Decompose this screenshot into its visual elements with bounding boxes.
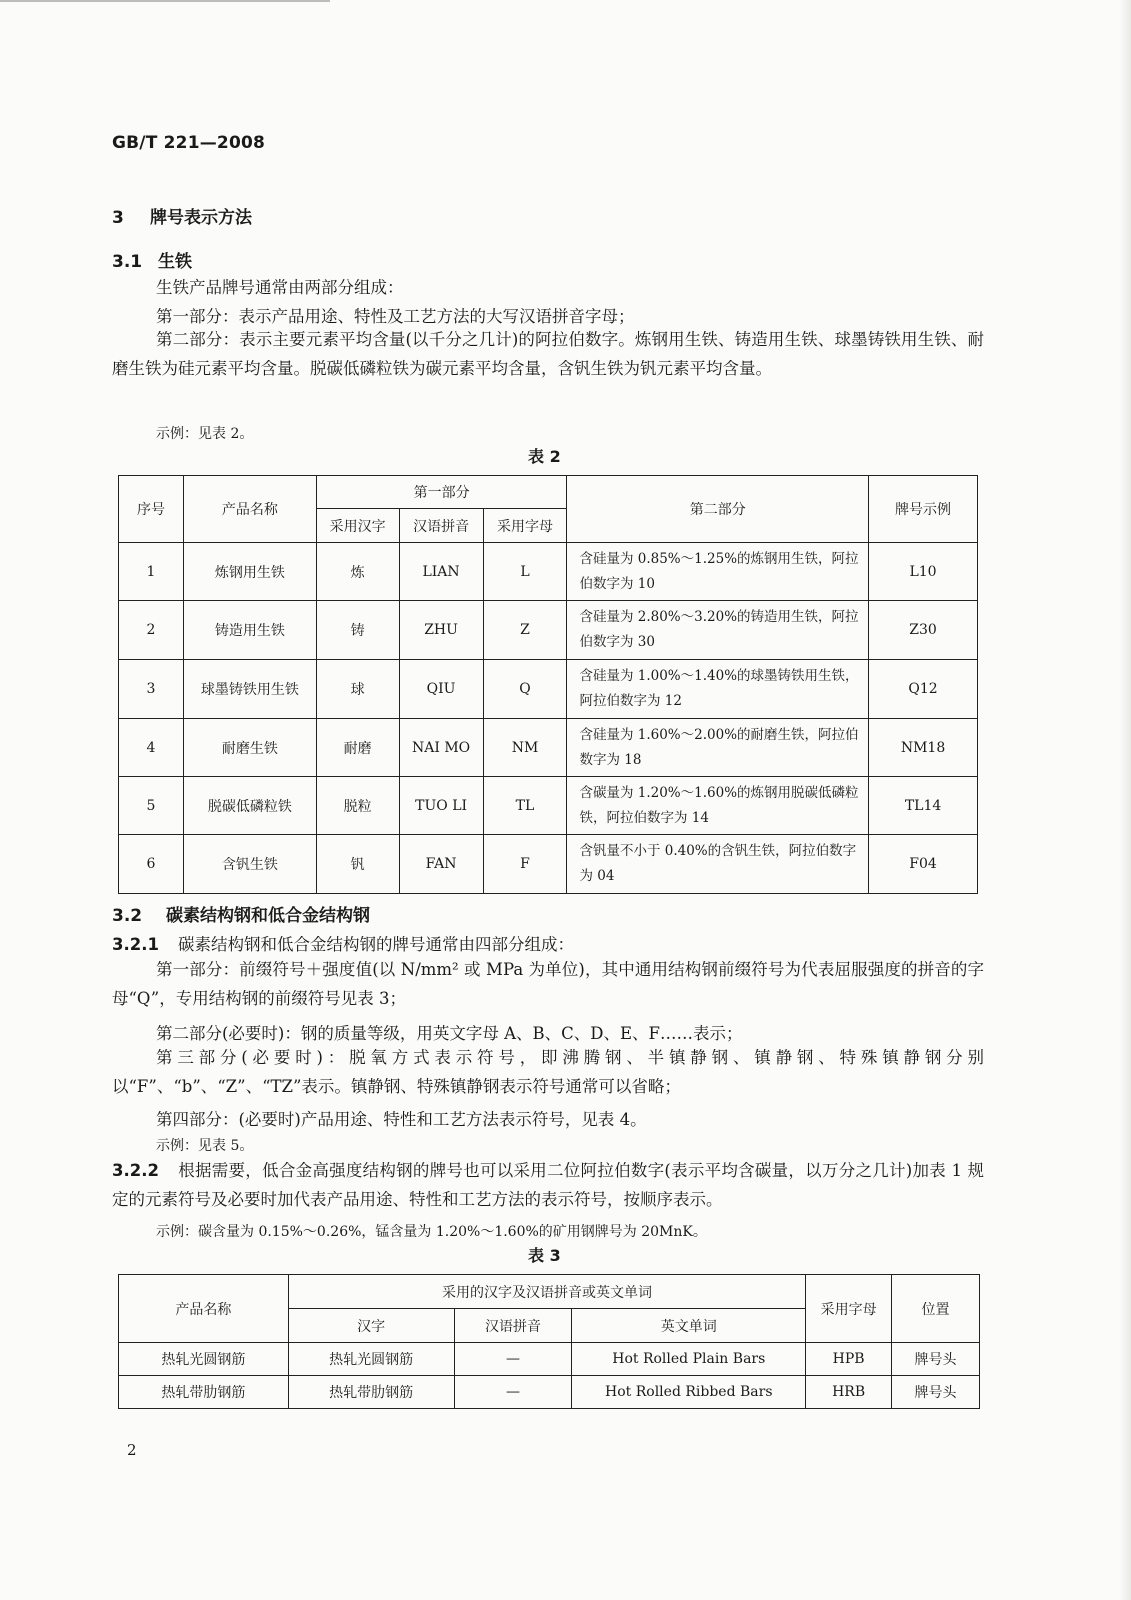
cell-hanzi: 球	[316, 660, 399, 719]
clause-text: 根据需要，低合金高强度结构钢的牌号也可以采用二位阿拉伯数字(表示平均含碳量，以万分之几计)加表 1 规定的元素符号及必要时加代表产品用途、特性和工艺方法的表示符号，按顺序表示。	[112, 1161, 984, 1209]
cell-letter: Q	[483, 660, 567, 719]
cell-name: 球墨铸铁用生铁	[183, 660, 316, 719]
cell-desc: 含碳量为 1.20%～1.60%的炼钢用脱碳低磷粒铁，阿拉伯数字为 14	[567, 777, 869, 835]
s321-part1: 第一部分：前缀符号＋强度值(以 N/mm² 或 MPa 为单位)，其中通用结构钢前缀符号为代表屈服强度的拼音的字母“Q”，专用结构钢的前缀符号见表 3；	[112, 960, 984, 1008]
cell-hanzi: 铸	[316, 601, 399, 660]
table3-caption: 表 3	[528, 1246, 561, 1265]
s321-part4: 第四部分：(必要时)产品用途、特性和工艺方法表示符号，见表 4。	[156, 1110, 647, 1129]
cell-english: Hot Rolled Plain Bars	[572, 1343, 806, 1376]
cell-hanzi: 耐磨	[316, 719, 399, 777]
cell-name: 热轧带肋钢筋	[119, 1376, 289, 1409]
header-part2: 第二部分	[567, 476, 869, 543]
s31-intro: 生铁产品牌号通常由两部分组成：	[156, 278, 404, 297]
header-name: 产品名称	[119, 1275, 289, 1343]
cell-name: 脱碳低磷粒铁	[183, 777, 316, 835]
cell-seq: 3	[119, 660, 184, 719]
header-hanzi: 采用汉字	[316, 509, 399, 543]
header-name: 产品名称	[183, 476, 316, 543]
cell-letter: F	[483, 835, 567, 894]
cell-pinyin: FAN	[399, 835, 483, 894]
table-row	[119, 1376, 980, 1409]
s31-part2: 第二部分：表示主要元素平均含量(以千分之几计)的阿拉伯数字。炼钢用生铁、铸造用生铁、球墨铸铁用生铁、耐磨生铁为硅元素平均含量。脱碳低磷粒铁为碳元素平均含量，含钒生铁为钒元素平均含量。	[112, 330, 984, 378]
cell-pinyin: TUO LI	[399, 777, 483, 835]
s321-part2: 第二部分(必要时)：钢的质量等级，用英文字母 A、B、C、D、E、F……表示；	[156, 1024, 743, 1043]
cell-letter: L	[483, 543, 567, 601]
s31-part1: 第一部分：表示产品用途、特性及工艺方法的大写汉语拼音字母；	[156, 307, 635, 326]
section-3-2-heading	[112, 901, 370, 926]
cell-name: 热轧光圆钢筋	[119, 1343, 289, 1376]
section-3-1-heading	[112, 247, 192, 272]
table-row	[119, 1343, 980, 1376]
cell-desc: 含硅量为 1.60%～2.00%的耐磨生铁，阿拉伯数字为 18	[567, 719, 869, 777]
section-number: 3.2	[112, 906, 143, 926]
cell-seq: 1	[119, 543, 184, 601]
header-group: 采用的汉字及汉语拼音或英文单词	[288, 1275, 805, 1309]
cell-pinyin: LIAN	[399, 543, 483, 601]
clause-text: 碳素结构钢和低合金结构钢的牌号通常由四部分组成：	[178, 935, 574, 954]
cell-letter: HPB	[806, 1343, 892, 1376]
header-seq: 序号	[119, 476, 184, 543]
standard-number: GB/T 221—2008	[112, 133, 266, 153]
s322-paragraph	[112, 1156, 984, 1214]
page-edge-shadow	[1119, 0, 1131, 1600]
header-example: 牌号示例	[869, 476, 978, 543]
clause-number: 3.2.1	[112, 935, 159, 954]
header-pinyin: 汉语拼音	[454, 1309, 572, 1343]
cell-desc: 含硅量为 1.00%～1.40%的球墨铸铁用生铁，阿拉伯数字为 12	[567, 660, 869, 719]
cell-hanzi: 热轧带肋钢筋	[288, 1376, 454, 1409]
cell-example: Z30	[869, 601, 978, 660]
cell-pinyin: NAI MO	[399, 719, 483, 777]
cell-hanzi: 钒	[316, 835, 399, 894]
cell-seq: 5	[119, 777, 184, 835]
cell-desc: 含硅量为 0.85%～1.25%的炼钢用生铁，阿拉伯数字为 10	[567, 543, 869, 601]
table-row	[119, 601, 978, 660]
cell-pinyin: ZHU	[399, 601, 483, 660]
cell-example: TL14	[869, 777, 978, 835]
scan-edge-line	[0, 0, 330, 2]
header-letter: 采用字母	[483, 509, 567, 543]
cell-seq: 4	[119, 719, 184, 777]
cell-position: 牌号头	[892, 1343, 980, 1376]
cell-seq: 2	[119, 601, 184, 660]
cell-example: F04	[869, 835, 978, 894]
page-number: 2	[127, 1441, 137, 1459]
cell-letter: HRB	[806, 1376, 892, 1409]
cell-example: Q12	[869, 660, 978, 719]
cell-letter: TL	[483, 777, 567, 835]
clause-number: 3.2.2	[112, 1161, 159, 1180]
table-3	[118, 1274, 980, 1409]
table-row	[119, 543, 978, 601]
cell-desc: 含硅量为 2.80%～3.20%的铸造用生铁，阿拉伯数字为 30	[567, 601, 869, 660]
s321-example: 示例：见表 5。	[156, 1138, 254, 1154]
table2-caption: 表 2	[528, 447, 561, 466]
header-part1: 第一部分	[316, 476, 567, 509]
s31-example: 示例：见表 2。	[156, 426, 254, 442]
table-row	[119, 660, 978, 719]
cell-hanzi: 热轧光圆钢筋	[288, 1343, 454, 1376]
cell-letter: Z	[483, 601, 567, 660]
header-letter: 采用字母	[806, 1275, 892, 1343]
section-title: 碳素结构钢和低合金结构钢	[166, 906, 370, 926]
cell-name: 耐磨生铁	[183, 719, 316, 777]
cell-pinyin: —	[454, 1376, 572, 1409]
header-english: 英文单词	[572, 1309, 806, 1343]
cell-example: NM18	[869, 719, 978, 777]
cell-hanzi: 炼	[316, 543, 399, 601]
cell-english: Hot Rolled Ribbed Bars	[572, 1376, 806, 1409]
table-row	[119, 777, 978, 835]
section-title: 牌号表示方法	[150, 208, 252, 228]
section-3-heading	[112, 203, 252, 228]
table-row	[119, 835, 978, 894]
section-number: 3.1	[112, 252, 143, 272]
cell-pinyin: —	[454, 1343, 572, 1376]
cell-letter: NM	[483, 719, 567, 777]
header-hanzi: 汉字	[288, 1309, 454, 1343]
cell-hanzi: 脱粒	[316, 777, 399, 835]
table-2	[118, 475, 978, 894]
s321-paragraph	[112, 931, 574, 955]
cell-name: 铸造用生铁	[183, 601, 316, 660]
s321-part3: 第三部分(必要时)：脱氧方式表示符号，即沸腾钢、半镇静钢、镇静钢、特殊镇静钢分别以“F”、“b”、“Z”、“TZ”表示。镇静钢、特殊镇静钢表示符号通常可以省略；	[112, 1048, 984, 1096]
s322-example: 示例：碳含量为 0.15%～0.26%，锰含量为 1.20%～1.60%的矿用钢牌号为 20MnK。	[156, 1224, 707, 1240]
header-pinyin: 汉语拼音	[399, 509, 483, 543]
cell-pinyin: QIU	[399, 660, 483, 719]
header-position: 位置	[892, 1275, 980, 1343]
cell-example: L10	[869, 543, 978, 601]
cell-desc: 含钒量不小于 0.40%的含钒生铁，阿拉伯数字为 04	[567, 835, 869, 894]
table-row	[119, 719, 978, 777]
cell-name: 炼钢用生铁	[183, 543, 316, 601]
cell-name: 含钒生铁	[183, 835, 316, 894]
section-number: 3	[112, 208, 124, 228]
cell-seq: 6	[119, 835, 184, 894]
section-title: 生铁	[158, 252, 192, 272]
cell-position: 牌号头	[892, 1376, 980, 1409]
